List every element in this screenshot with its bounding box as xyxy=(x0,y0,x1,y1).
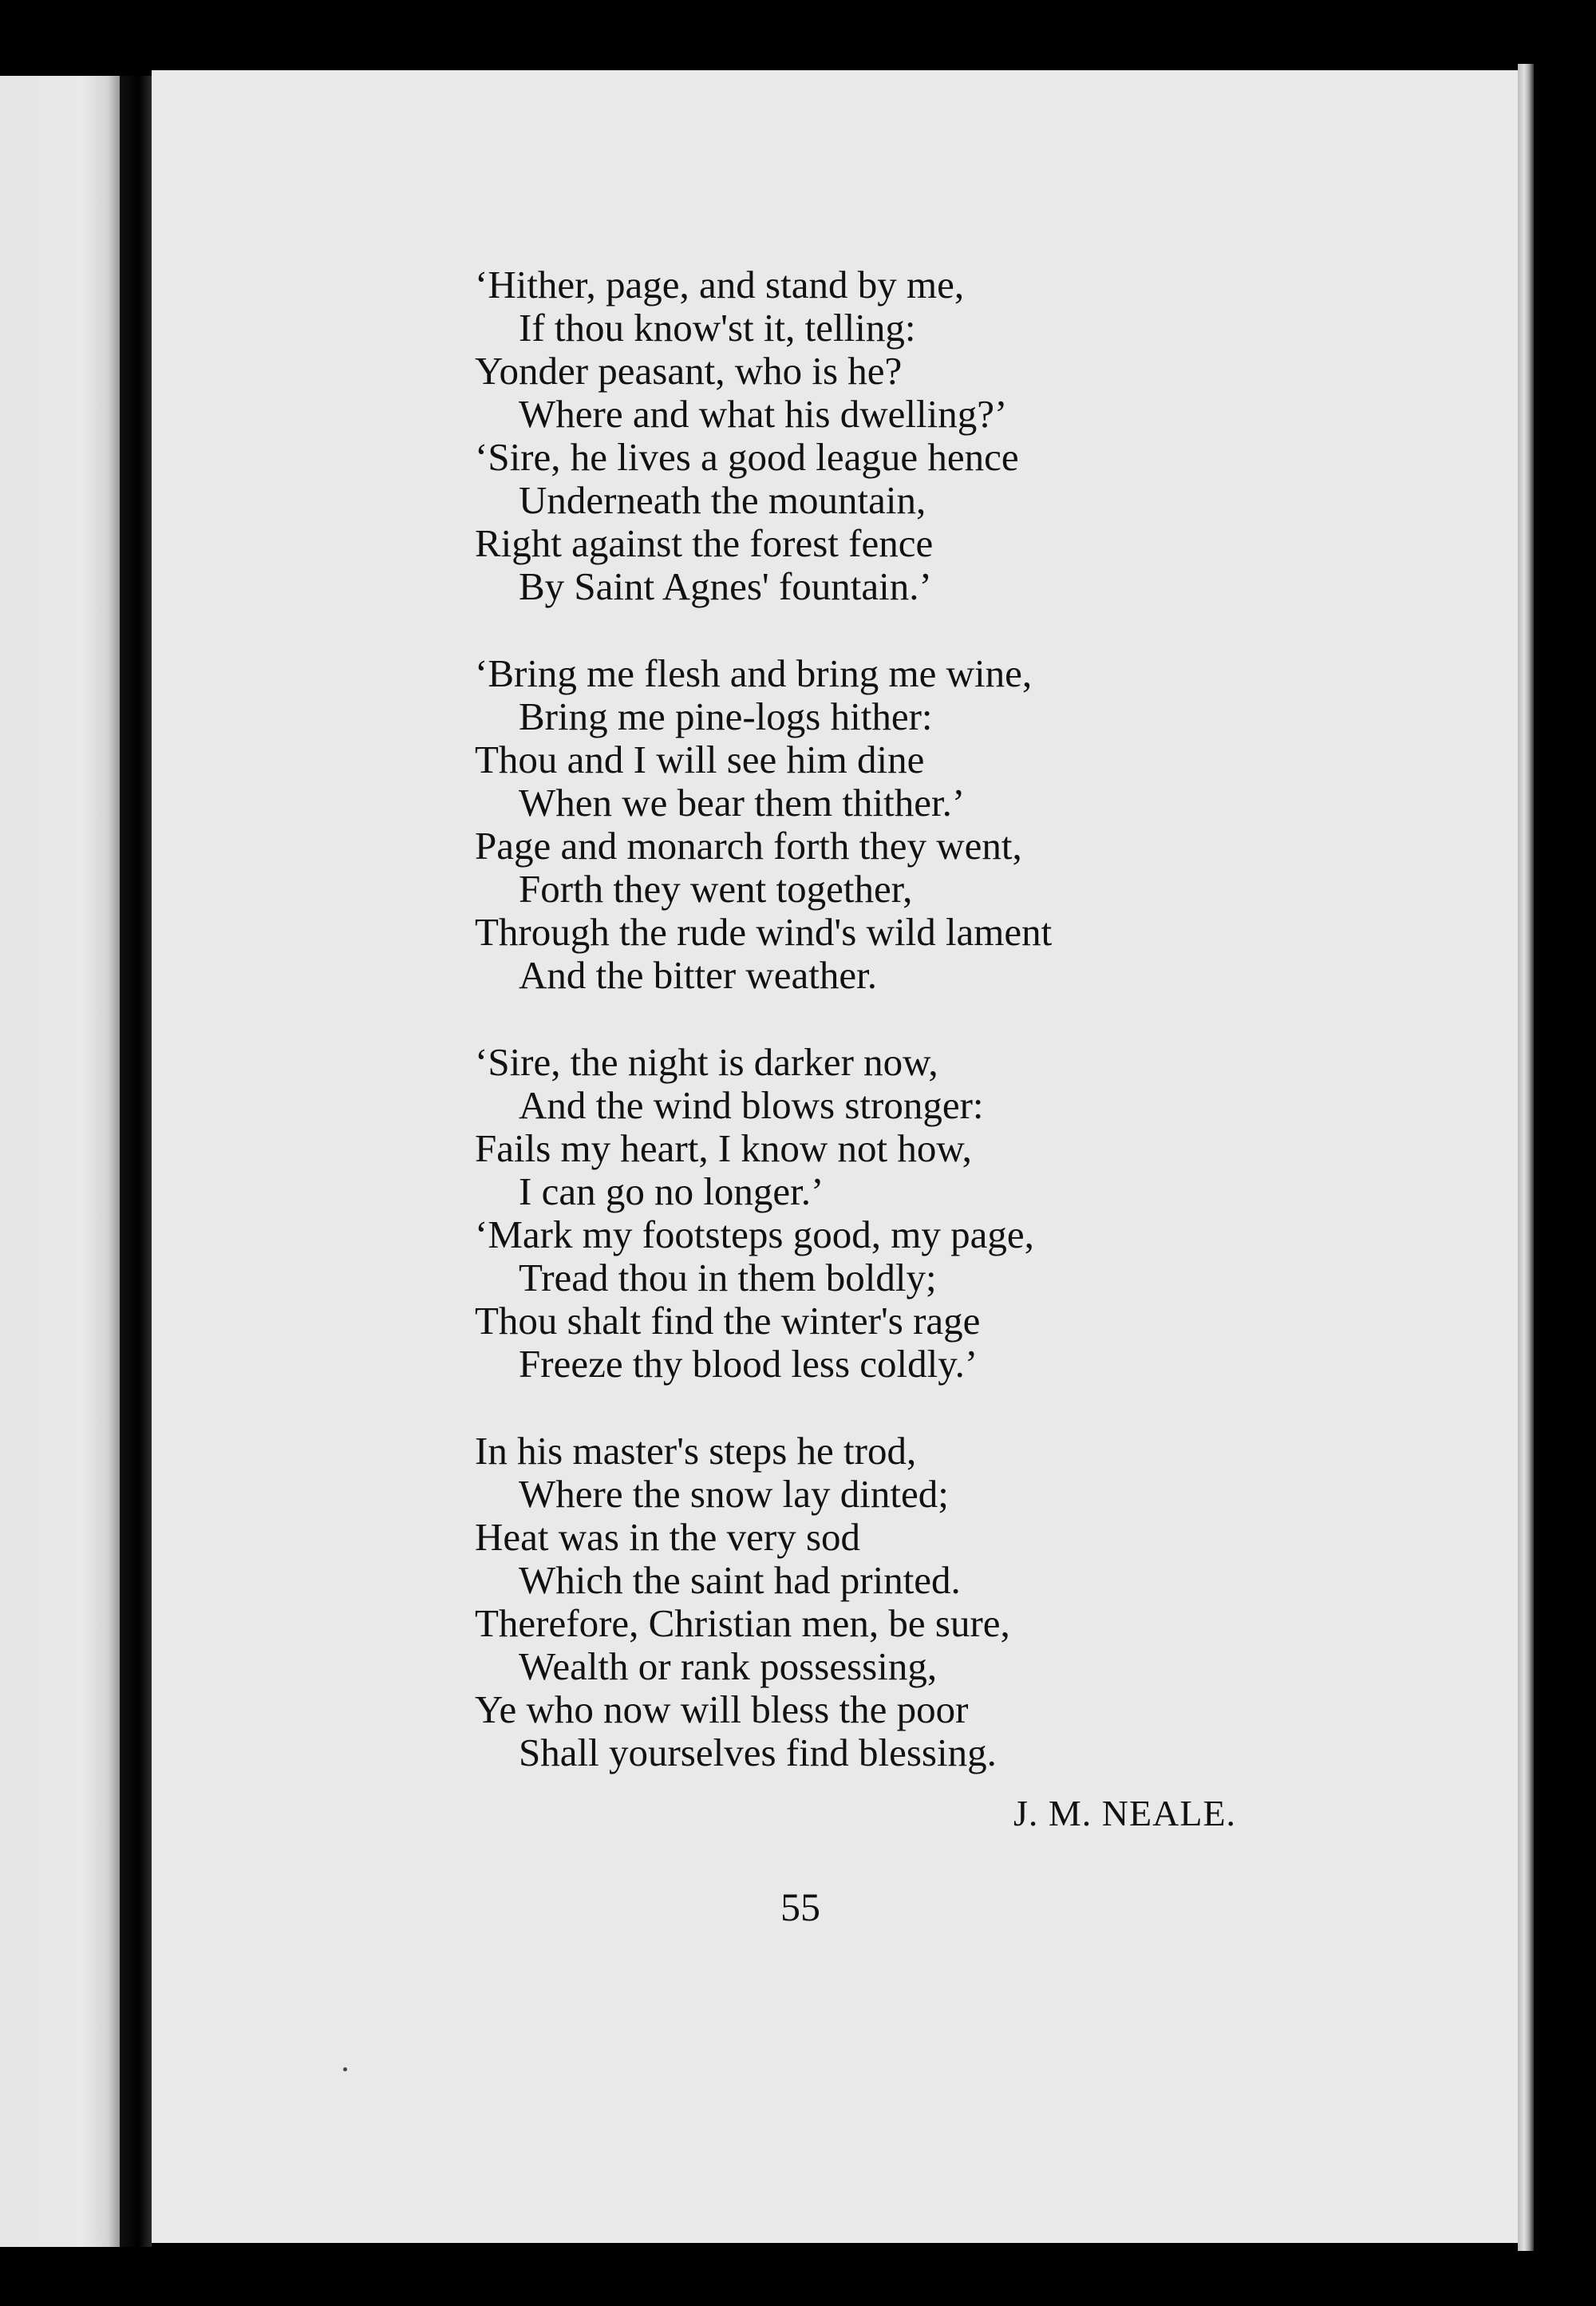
poem-line: Page and monarch forth they went, xyxy=(475,824,1022,868)
scan-speck xyxy=(343,2067,347,2071)
poem-line: Which the saint had printed. xyxy=(519,1558,961,1602)
stanza xyxy=(475,1430,1305,1774)
poem-text xyxy=(475,263,1305,1774)
poem-line: Yonder peasant, who is he? xyxy=(475,349,903,393)
poem-line: And the bitter weather. xyxy=(519,953,878,997)
stanza xyxy=(475,652,1305,997)
poem-line: Thou and I will see him dine xyxy=(475,738,925,781)
poem-line: Fails my heart, I know not how, xyxy=(475,1126,972,1170)
stanza xyxy=(475,1041,1305,1386)
poem-line: Right against the forest fence xyxy=(475,521,934,565)
book-gutter xyxy=(120,76,152,2247)
poem-line: Thou shalt find the winter's rage xyxy=(475,1299,981,1343)
poem-line: ‘Bring me flesh and bring me wine, xyxy=(475,651,1033,695)
page-edge xyxy=(1518,64,1534,2251)
previous-page-edge xyxy=(0,76,120,2247)
poem-line: If thou know'st it, telling: xyxy=(519,306,916,350)
page-number: 55 xyxy=(780,1885,820,1929)
poem-line: Shall yourselves find blessing. xyxy=(519,1730,997,1774)
poem-line: Therefore, Christian men, be sure, xyxy=(475,1601,1010,1645)
poem-line: By Saint Agnes' fountain.’ xyxy=(519,564,932,608)
poem-line: Wealth or rank possessing, xyxy=(519,1644,938,1688)
poem-line: Tread thou in them boldly; xyxy=(519,1256,937,1299)
poem-line: ‘Hither, page, and stand by me, xyxy=(475,263,965,307)
poem-line: Ye who now will bless the poor xyxy=(475,1687,969,1731)
poem-line: In his master's steps he trod, xyxy=(475,1429,917,1473)
poem-line: Where and what his dwelling?’ xyxy=(519,392,1008,436)
poem-line: I can go no longer.’ xyxy=(519,1169,824,1213)
poem-line: ‘Sire, the night is darker now, xyxy=(475,1040,938,1084)
poem-line: And the wind blows stronger: xyxy=(519,1083,984,1127)
poem-line: ‘Sire, he lives a good league hence xyxy=(475,435,1019,479)
poem-line: Forth they went together, xyxy=(519,867,913,911)
author-attribution: J. M. NEALE. xyxy=(1013,1793,1237,1833)
stanza xyxy=(475,263,1305,608)
poem-line: Where the snow lay dinted; xyxy=(519,1472,949,1516)
poem-line: When we bear them thither.’ xyxy=(519,781,966,825)
poem-line: ‘Mark my footsteps good, my page, xyxy=(475,1212,1034,1256)
poem-line: Bring me pine-logs hither: xyxy=(519,694,933,738)
poem-line: Underneath the mountain, xyxy=(519,478,926,522)
poem-line: Heat was in the very sod xyxy=(475,1515,861,1559)
poem-line: Through the rude wind's wild lament xyxy=(475,910,1053,954)
poem-line: Freeze thy blood less coldly.’ xyxy=(519,1342,978,1386)
